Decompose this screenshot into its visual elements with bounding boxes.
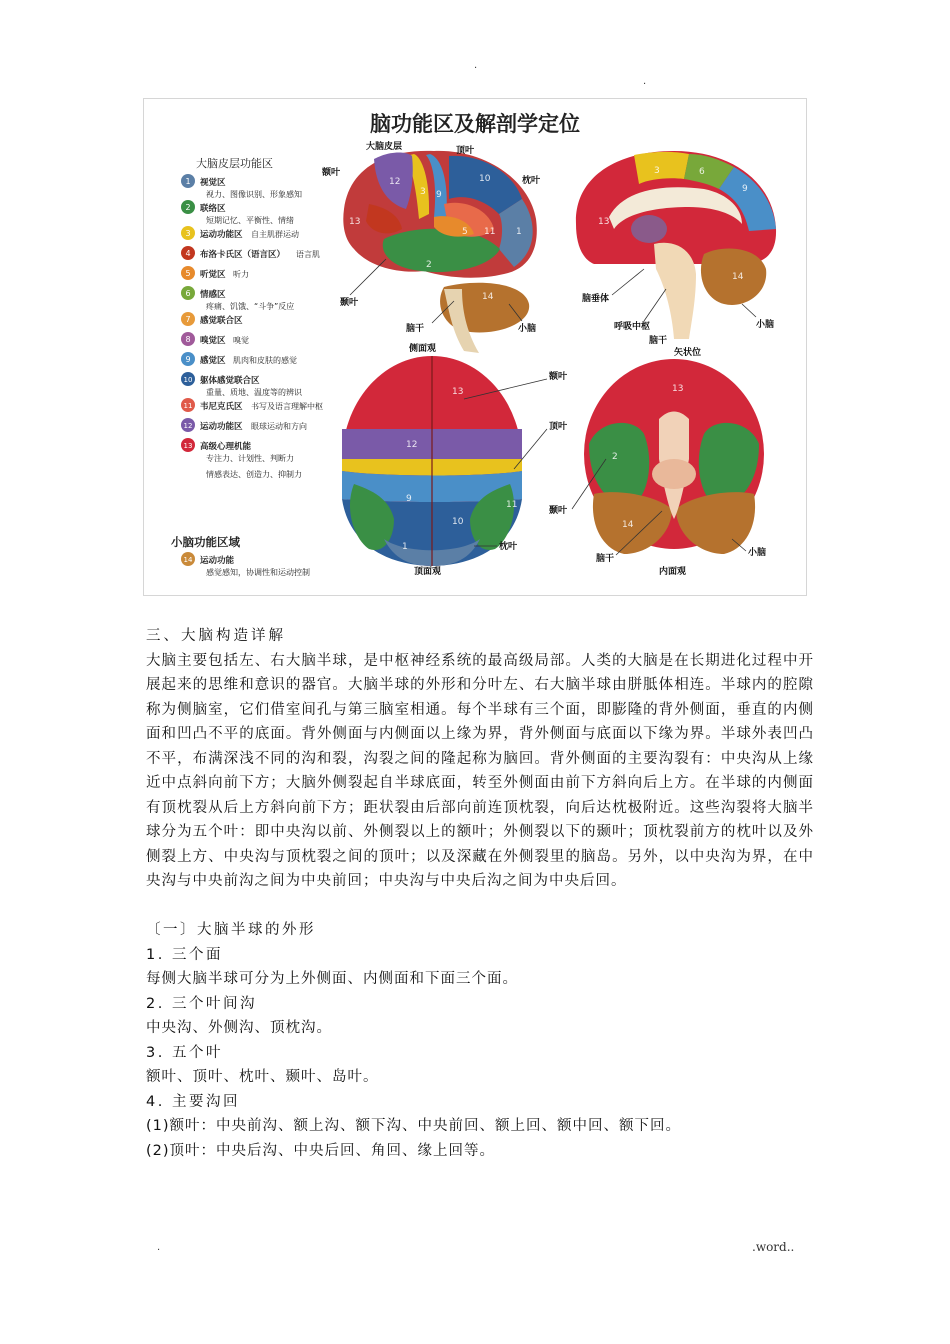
lateral-label-cortex: 大脑皮层 (366, 142, 403, 152)
legend-header: 大脑皮层功能区 (196, 157, 273, 170)
sagittal-num-3: 3 (654, 166, 660, 176)
bottom-label-temporal: 颞叶 (549, 506, 568, 516)
legend-name: 韦尼克氏区 (200, 402, 243, 412)
legend-item (181, 286, 294, 311)
legend-item (181, 266, 249, 280)
legend-name: 感觉联合区 (200, 316, 243, 326)
legend-item (181, 226, 299, 240)
legend-item (181, 200, 294, 225)
item-4-heading: 4. 主要沟回 (146, 1093, 240, 1110)
legend-name: 布洛卡氏区（语言区） (200, 250, 286, 260)
legend-name: 视觉区 (200, 178, 226, 188)
lateral-label-frontal: 额叶 (322, 168, 341, 178)
legend-desc: 短期记忆、平衡性、情绪 (206, 216, 294, 225)
top-num-10: 10 (452, 517, 464, 527)
item-3-text: 额叶、顶叶、枕叶、颞叶、岛叶。 (146, 1069, 379, 1085)
legend-desc: 书写及语言理解中枢 (251, 402, 323, 411)
cerebellum-number: 14 (183, 556, 193, 564)
cerebellum-desc: 感觉感知，协调性和运动控制 (206, 568, 310, 577)
footer-word: .word.. (752, 1240, 795, 1254)
legend-item (181, 312, 243, 326)
cerebellum-legend-item (181, 552, 310, 578)
sagittal-label-respiratory: 呼吸中枢 (614, 322, 651, 332)
top-caption: 顶面观 (414, 567, 442, 577)
top-num-1: 1 (402, 542, 408, 552)
item-3-heading: 3. 五个叶 (146, 1044, 223, 1061)
sagittal-thalamus (631, 215, 667, 243)
legend-item (181, 332, 249, 346)
legend-name: 听觉区 (200, 270, 226, 280)
bottom-label-brainstem: 脑干 (596, 554, 615, 564)
legend-item (181, 246, 320, 260)
sagittal-caption: 矢状位 (674, 348, 702, 358)
top-num-12: 12 (406, 440, 418, 450)
cerebellum-name: 运动功能 (200, 556, 235, 566)
legend-item (181, 352, 297, 366)
legend-number: 3 (185, 229, 191, 238)
item-2-heading: 2. 三个叶间沟 (146, 995, 257, 1012)
lateral-view (321, 140, 541, 354)
legend-name: 感觉区 (200, 356, 226, 366)
lateral-num-10: 10 (479, 174, 491, 184)
bottom-view (549, 359, 766, 577)
legend-desc-2: 情感表达、创造力、抑制力 (206, 470, 302, 479)
legend-number: 8 (185, 335, 191, 344)
article-body (146, 624, 814, 1163)
top-label-frontal: 额叶 (549, 372, 568, 382)
top-num-9: 9 (406, 494, 412, 504)
item-2-text: 中央沟、外侧沟、顶枕沟。 (146, 1020, 332, 1036)
legend-list (181, 174, 323, 479)
bottom-num-14: 14 (622, 520, 634, 530)
bottom-caption: 内面观 (659, 567, 687, 577)
lateral-label-brainstem: 脑干 (406, 324, 425, 334)
legend-number: 2 (185, 203, 191, 212)
top-label-occipital: 枕叶 (499, 542, 518, 552)
last-line: (2)顶叶：中央后沟、中央后回、角回、缘上回等。 (146, 1142, 496, 1159)
bottom-num-13: 13 (672, 384, 684, 394)
subsection-title: 〔一〕大脑半球的外形 (146, 922, 316, 938)
legend-name: 联络区 (200, 204, 226, 214)
legend-desc: 眼球运动和方向 (251, 422, 307, 431)
item-1-heading: 1. 三个面 (146, 946, 223, 963)
legend-item (181, 398, 323, 412)
top-num-11: 11 (506, 500, 518, 510)
section-title: 三、大脑构造详解 (146, 628, 286, 644)
spacer (146, 894, 814, 919)
sagittal-label-pituitary: 脑垂体 (582, 294, 610, 304)
legend-desc: 嗅觉 (233, 336, 249, 345)
item-1-text: 每侧大脑半球可分为上外侧面、内侧面和下面三个面。 (146, 971, 518, 987)
legend-number: 6 (185, 289, 191, 298)
lateral-label-parietal: 顶叶 (456, 146, 475, 156)
legend-desc: 听力 (233, 270, 249, 279)
legend-number: 9 (185, 355, 191, 364)
lateral-num-9: 9 (436, 190, 442, 200)
sagittal-num-13: 13 (598, 217, 610, 227)
body-paragraph: 大脑主要包括左、右大脑半球，是中枢神经系统的最高级局部。人类的大脑是在长期进化过程中开展起来的思维和意识的器官。大脑半球的外形和分叶左、右大脑半球由胼胝体相连。半球内的腔隙称为侧脑室，它们借室间孔与第三脑室相通。每个半球有三个面，即膨隆的背外侧面，垂直的内侧面和凹凸不平的底面。背外侧面与内侧面以上缘为界，背外侧面与底面以下缘为界。半球外表凹凸不平，布满深浅不同的沟和裂，沟裂之间的隆起称为脑回。背外侧面的主要沟裂有：中央沟从上缘近中点斜向前下方；大脑外侧裂起自半球底面，转至外侧面由前下方斜向后上方。在半球的内侧面有顶枕裂从后上方斜向前下方；距状裂由后部向前连顶枕裂，向后达枕极附近。这些沟裂将大脑半球分为五个叶：即中央沟以前、外侧裂以上的额叶；外侧裂以下的颞叶；顶枕裂前方的枕叶以及外侧裂上方、中央沟与顶枕裂之间的顶叶；以及深藏在外侧裂里的脑岛。另外，以中央沟为界，在中央沟与中央前沟之间为中央前回；中央沟与中央后沟之间为中央后回。 (146, 652, 814, 889)
bottom-label-cerebellum: 小脑 (748, 548, 767, 558)
lateral-num-2: 2 (426, 260, 432, 270)
legend-desc: 自主肌群运动 (251, 230, 299, 239)
sagittal-label-cerebellum: 小脑 (756, 320, 775, 330)
legend-number: 5 (185, 269, 191, 278)
legend-name: 运动功能区 (200, 422, 243, 432)
legend-name: 情感区 (200, 290, 226, 300)
lateral-label-occipital: 枕叶 (522, 176, 541, 186)
footer-dot-left: . (157, 1242, 161, 1253)
sagittal-num-9: 9 (742, 184, 748, 194)
lateral-label-cerebellum: 小脑 (518, 324, 537, 334)
lateral-num-12: 12 (389, 177, 401, 187)
legend-desc: 重量、质地、温度等的辨识 (206, 388, 302, 397)
lateral-num-11: 11 (484, 227, 496, 237)
sagittal-num-6: 6 (699, 167, 705, 177)
cerebellum-legend-header: 小脑功能区域 (171, 535, 240, 549)
legend-number: 12 (183, 422, 193, 430)
top-label-parietal: 顶叶 (549, 422, 568, 432)
top-view (342, 356, 568, 577)
sagittal-brainstem (654, 243, 696, 339)
legend-name: 运动功能区 (200, 230, 243, 240)
bottom-pons (652, 459, 696, 489)
legend-number: 11 (183, 402, 193, 410)
legend-desc: 疼痛、饥饿、“斗争”反应 (206, 302, 295, 311)
lateral-num-1: 1 (516, 227, 522, 237)
lateral-num-14: 14 (482, 292, 494, 302)
lateral-num-3: 3 (420, 187, 426, 197)
item-4-text: (1)额叶：中央前沟、额上沟、额下沟、中央前回、额上回、额中回、额下回。 (146, 1118, 682, 1134)
brain-diagram-figure (143, 98, 807, 596)
legend-desc: 专注力、计划性、判断力 (206, 454, 294, 463)
legend-number: 10 (183, 376, 193, 384)
sagittal-label-brainstem: 脑干 (649, 336, 668, 346)
legend-item (181, 174, 302, 199)
lateral-num-13: 13 (349, 217, 361, 227)
legend-number: 13 (183, 442, 193, 450)
sagittal-num-14: 14 (732, 272, 744, 282)
legend-item (181, 418, 307, 432)
bottom-num-2: 2 (612, 452, 618, 462)
legend-desc: 肌肉和皮肤的感觉 (233, 356, 297, 365)
legend-number: 1 (185, 177, 191, 186)
legend-desc: 语言肌 (296, 250, 320, 259)
legend-item (181, 438, 302, 479)
legend-desc: 视力、图像识别、形象感知 (206, 190, 302, 199)
legend-number: 7 (185, 315, 191, 324)
top-dot-mark: . (474, 60, 478, 71)
lateral-caption: 侧面观 (409, 344, 437, 354)
top-num-13: 13 (452, 387, 464, 397)
figure-title: 脑功能区及解剖学定位 (370, 112, 580, 136)
lateral-num-5: 5 (462, 227, 468, 237)
legend-name: 嗅觉区 (200, 336, 226, 346)
legend-number: 4 (185, 249, 191, 258)
top-dot-mark-right: . (643, 76, 647, 87)
legend-name: 躯体感觉联合区 (200, 376, 260, 386)
legend-name: 高级心理机能 (200, 442, 252, 452)
sagittal-view (576, 151, 776, 358)
lateral-label-temporal: 颞叶 (340, 298, 359, 308)
legend-item (181, 372, 303, 397)
